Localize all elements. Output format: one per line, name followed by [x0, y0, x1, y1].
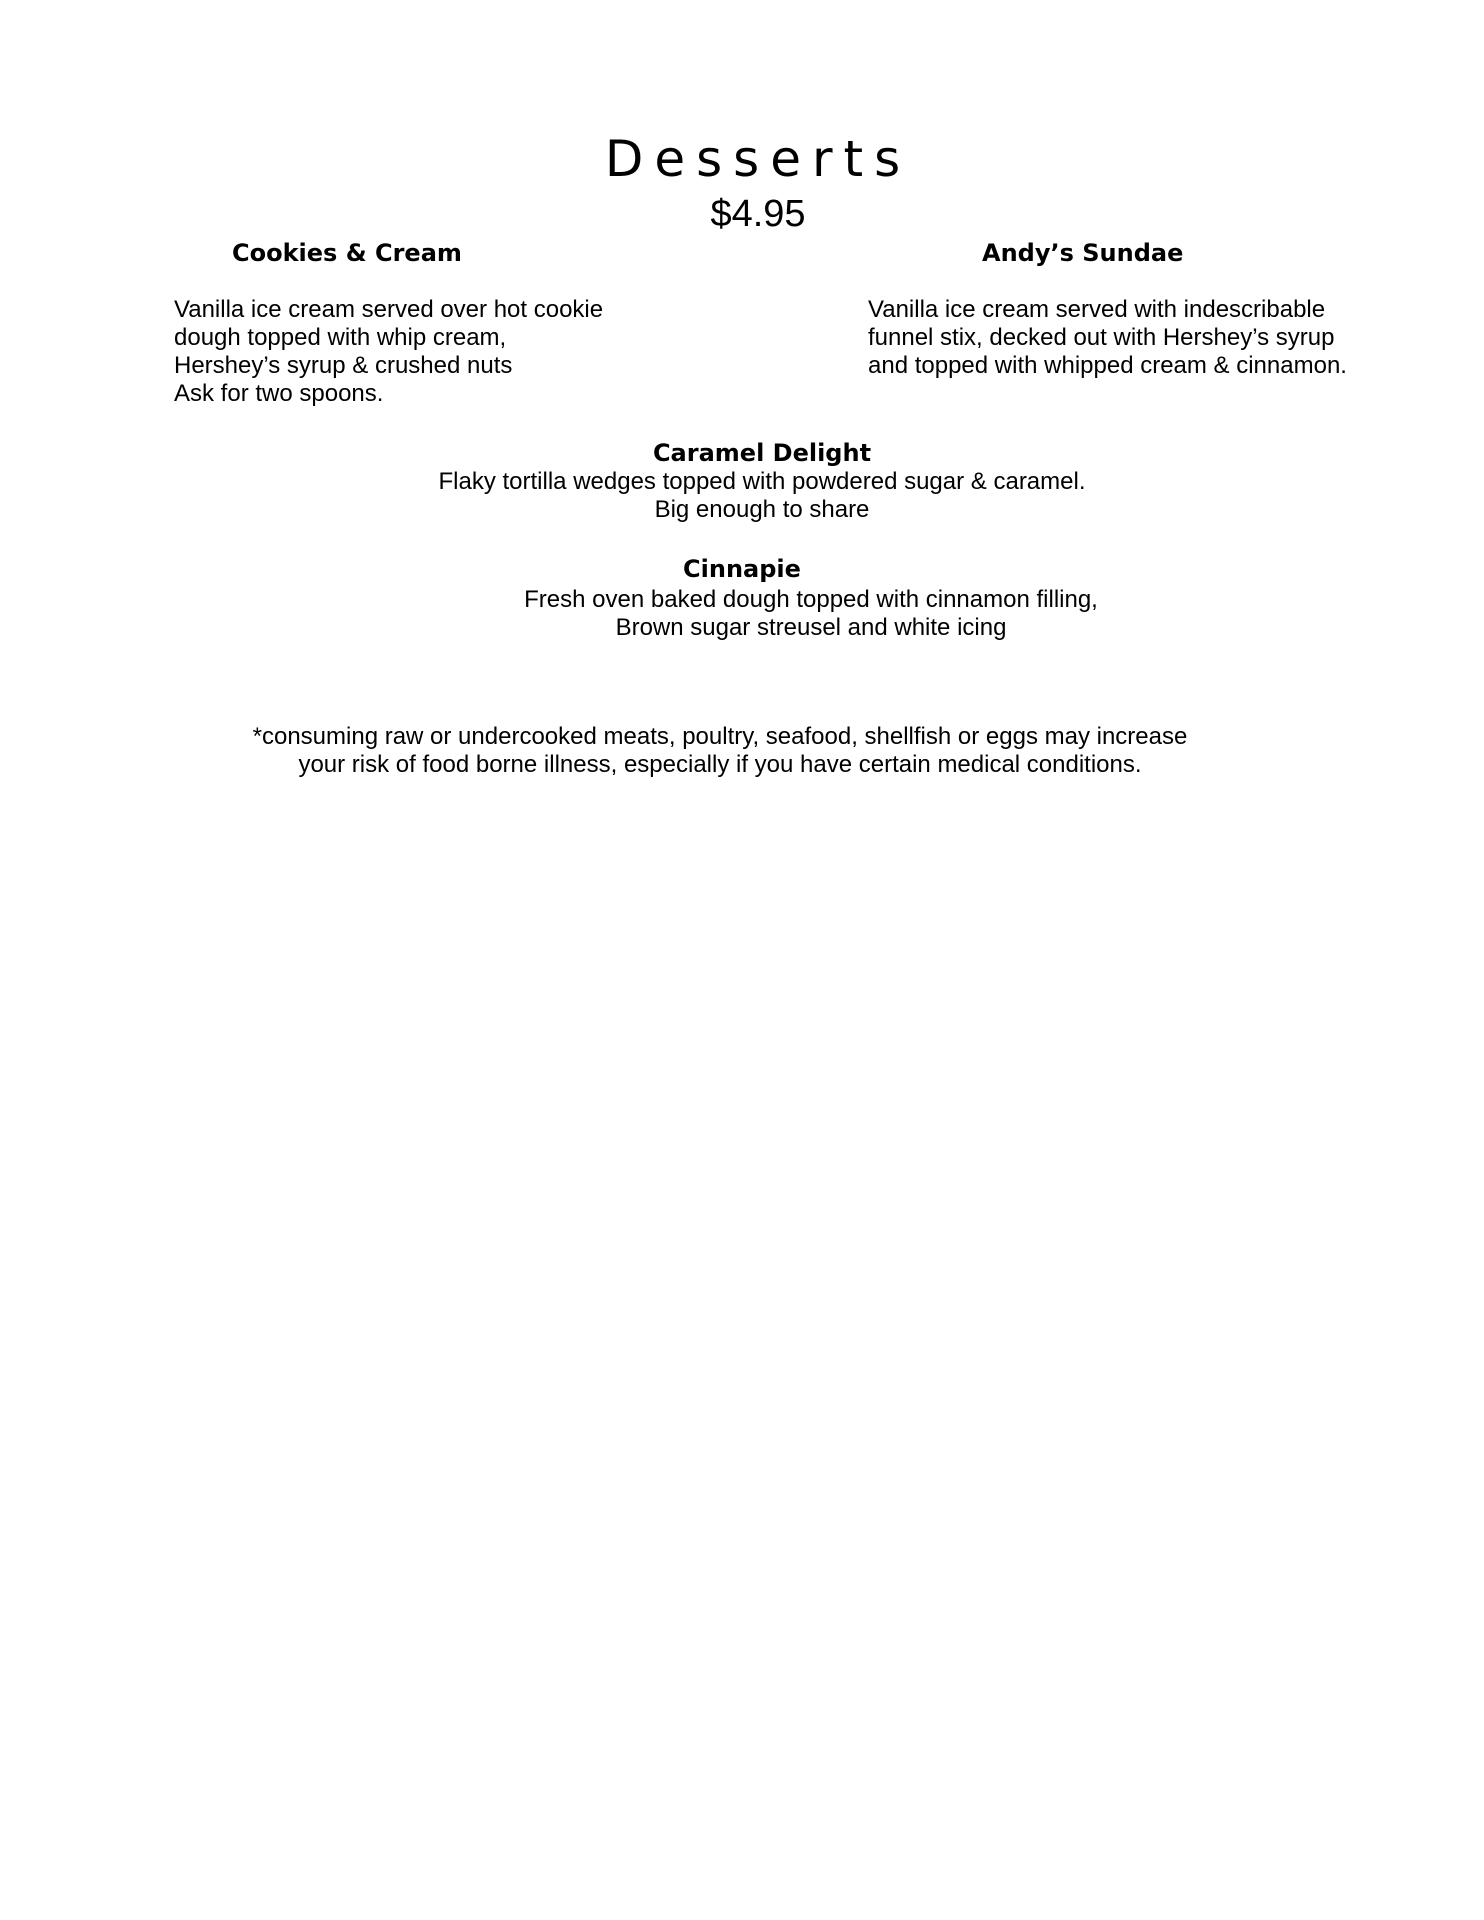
- description-line: Fresh oven baked dough topped with cinnamon filling,: [524, 586, 1098, 613]
- disclaimer-line: your risk of food borne illness, especially if you have certain medical conditions.: [298, 751, 1142, 778]
- disclaimer-line: *consuming raw or undercooked meats, poultry, seafood, shellfish or eggs may increase: [252, 723, 1188, 750]
- menu-price: $4.95: [710, 193, 806, 235]
- description-line: funnel stix, decked out with Hershey’s syrup: [868, 324, 1335, 351]
- description-line: Vanilla ice cream served with indescribable: [868, 296, 1326, 323]
- description-line: dough topped with whip cream,: [174, 324, 507, 351]
- description-line: Brown sugar streusel and white icing: [615, 614, 1007, 641]
- food-safety-disclaimer: [170, 723, 1270, 779]
- description-line: and topped with whipped cream & cinnamon.: [868, 352, 1347, 379]
- item-title-andys-sundae: Andy’s Sundae: [982, 239, 1184, 267]
- description-line: Flaky tortilla wedges topped with powdered sugar & caramel.: [438, 468, 1086, 495]
- item-description-cookies-cream: [174, 296, 603, 408]
- item-title-caramel-delight: Caramel Delight: [652, 439, 872, 467]
- item-description-cinnapie: [411, 586, 1211, 642]
- item-description-caramel-delight: [362, 468, 1162, 524]
- description-line: Vanilla ice cream served over hot cookie: [174, 296, 604, 323]
- menu-title: Desserts: [604, 130, 912, 188]
- item-title-cinnapie: Cinnapie: [683, 555, 801, 583]
- item-title-cookies-cream: Cookies & Cream: [232, 239, 462, 267]
- description-line: Ask for two spoons.: [174, 380, 384, 407]
- description-line: Hershey’s syrup & crushed nuts: [174, 352, 513, 379]
- description-line: Big enough to share: [654, 496, 870, 523]
- item-description-andys-sundae: [868, 296, 1347, 380]
